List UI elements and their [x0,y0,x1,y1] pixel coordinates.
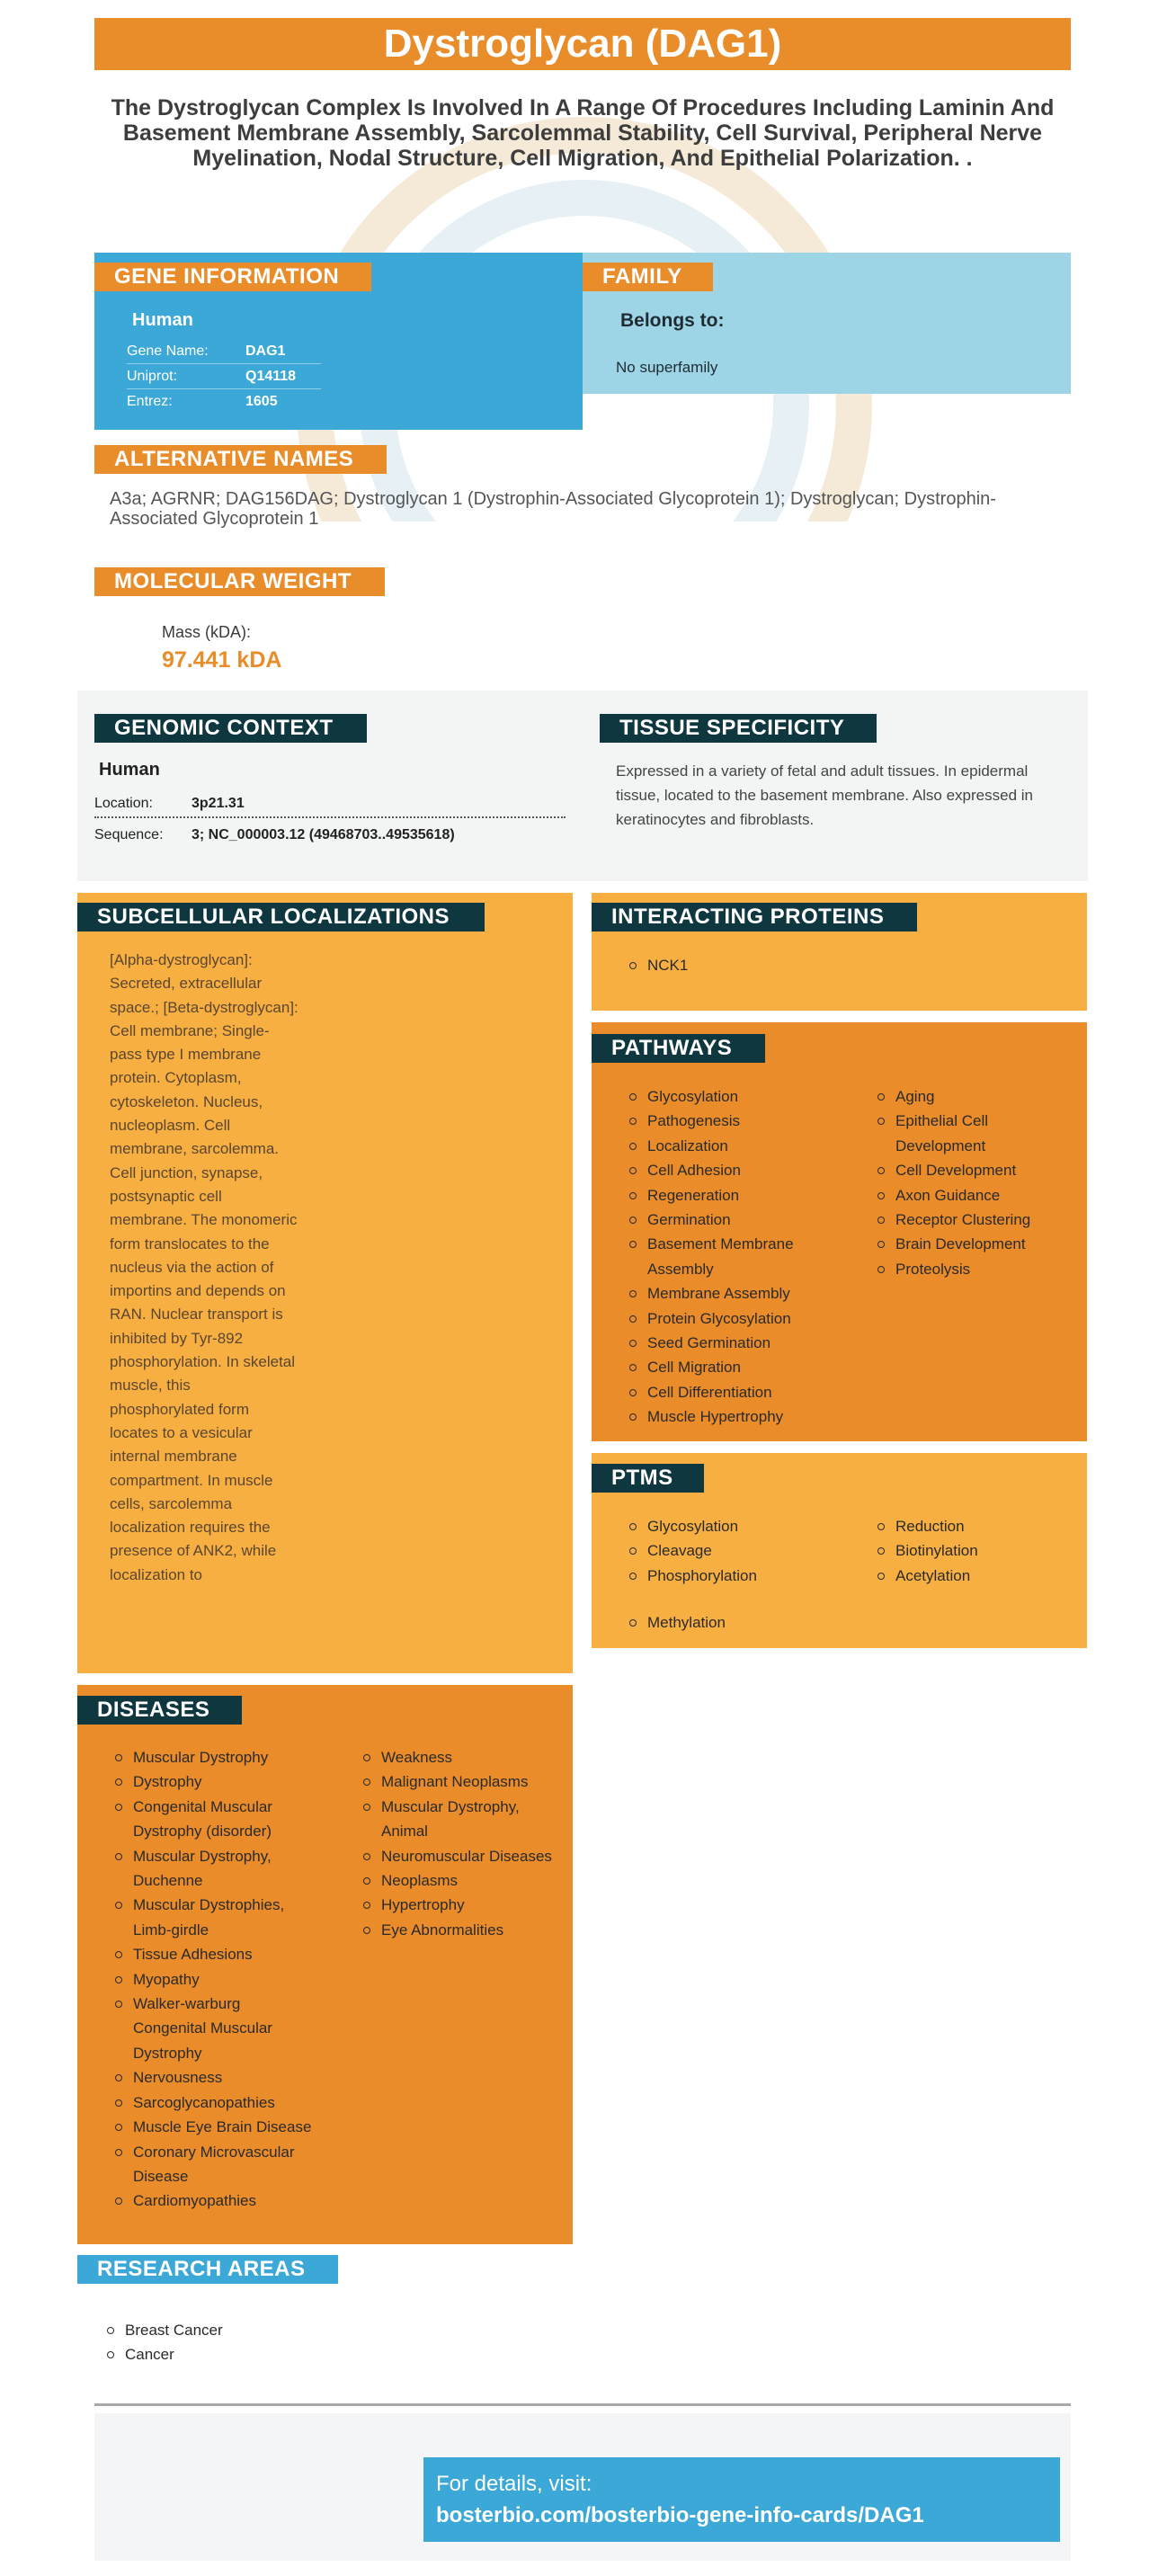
alternative-names-heading: ALTERNATIVE NAMES [94,445,387,474]
list-item: Protein Glycosylation [647,1306,827,1331]
list-item: Myopathy [133,1967,313,1992]
interacting-proteins-list [647,953,688,977]
list-item: Germination [647,1208,827,1232]
list-item: Congenital Muscular Dystrophy (disorder) [133,1795,313,1844]
list-item: Breast Cancer [125,2318,395,2342]
list-item: Hypertrophy [381,1893,552,1917]
family-heading: FAMILY [583,263,713,291]
list-item: Aging [895,1084,1053,1109]
list-item: Muscular Dystrophy, Duchenne [133,1844,313,1894]
list-item: Cell Differentiation [647,1380,827,1404]
location-row [94,791,566,818]
details-link[interactable]: bosterbio.com/bosterbio-gene-info-cards/DAG1 [436,2503,924,2527]
list-item: Muscle Eye Brain Disease [133,2115,313,2139]
list-item: Cell Migration [647,1355,827,1379]
mass-value: 97.441 kDA [162,647,282,673]
list-item: Cardiomyopathies [133,2188,313,2213]
genomic-species: Human [99,760,160,780]
gene-info-table [127,339,321,414]
list-item: Glycosylation [647,1084,827,1109]
details-label: For details, visit: [436,2472,592,2496]
pathways-list-col1 [647,1084,827,1430]
diseases-list-col1 [133,1745,313,2214]
list-item: Receptor Clustering [895,1208,1053,1232]
subcellular-heading: SUBCELLULAR LOCALIZATIONS [77,903,485,931]
list-item: Acetylation [895,1564,1053,1588]
list-item: NCK1 [647,953,688,977]
list-item: Walker-warburg Congenital Muscular Dystrophy [133,1992,313,2065]
tissue-specificity-text: Expressed in a variety of fetal and adult tissues. In epidermal tissue, located to the basement membrane. Also expressed in keratinocytes and fibroblasts. [616,762,1033,828]
gene-species: Human [132,310,193,330]
family-belongs-label: Belongs to: [620,310,725,331]
location-label: Location: [94,796,153,811]
list-item: Localization [647,1134,827,1158]
details-callout [423,2457,1060,2542]
genomic-context-heading: GENOMIC CONTEXT [94,714,367,743]
list-item: Biotinylation [895,1538,1053,1563]
list-item: Phosphorylation [647,1564,827,1588]
uniprot-row [127,364,321,389]
list-item: Cleavage [647,1538,827,1563]
list-item: Pathogenesis [647,1109,827,1133]
pathways-list-col2 [895,1084,1053,1281]
entrez-value: 1605 [245,394,278,409]
list-item: Basement Membrane Assembly [647,1232,827,1281]
gene-name-label: Gene Name: [127,343,209,359]
sequence-value: 3; NC_000003.12 (49468703..49535618) [192,827,455,842]
mass-label: Mass (kDA): [162,623,251,641]
family-value: No superfamily [616,359,718,376]
entrez-label: Entrez: [127,394,173,409]
list-item: Coronary Microvascular Disease [133,2140,313,2189]
list-item: Glycosylation [647,1514,827,1538]
list-item: Muscular Dystrophy, Animal [381,1795,552,1844]
list-item: Epithelial Cell Development [895,1109,1053,1158]
list-item: Tissue Adhesions [133,1942,313,1966]
diseases-list-col2 [381,1745,552,1942]
ptms-list-extra [647,1610,827,1635]
diseases-heading: DISEASES [77,1696,242,1725]
list-item: Reduction [895,1514,1053,1538]
gene-information-heading: GENE INFORMATION [94,263,371,291]
page-title: Dystroglycan (DAG1) [94,18,1071,70]
list-item: Muscular Dystrophies, Limb-girdle [133,1893,313,1942]
list-item: Dystrophy [133,1769,313,1794]
subcellular-text: [Alpha-dystroglycan]: Secreted, extracellular space.; [Beta-dystroglycan]: Cell membrane; Single-pass type I membrane protein. Cytoplasm, cytoskeleton. Nucleus, nucleoplasm. Cell membrane, sarcolemma. Cell junction, synapse, postsynaptic cell membrane. The monomeric form translocates to the nucleus via the action of importins and depends on RAN. Nuclear transport is inhibited by Tyr-892 phosphorylation. In skeletal muscle, this phosphorylated form locates to a vesicular internal membrane compartment. In muscle cells, sarcolemma localization requires the presence of ANK2, while localization to [110,951,298,1583]
list-item: Brain Development [895,1232,1053,1256]
ptms-list-col1 [647,1514,827,1588]
alternative-names-text: A3a; AGRNR; DAG156DAG; Dystroglycan 1 (Dystrophin-Associated Glycoprotein 1); Dystroglycan; Dystrophin-Associated Glycoprotein 1 [110,489,996,529]
list-item: Weakness [381,1745,552,1769]
tissue-specificity-heading: TISSUE SPECIFICITY [600,714,877,743]
research-areas-heading: RESEARCH AREAS [77,2255,338,2284]
list-item: Cell Development [895,1158,1053,1182]
research-areas-list [125,2318,395,2367]
interacting-proteins-heading: INTERACTING PROTEINS [592,903,917,931]
list-item: Nervousness [133,2065,313,2090]
list-item: Seed Germination [647,1331,827,1355]
list-item: Neoplasms [381,1868,552,1893]
list-item: Neuromuscular Diseases [381,1844,552,1868]
list-item: Sarcoglycanopathies [133,2090,313,2115]
sequence-row [94,822,566,849]
uniprot-value: Q14118 [245,368,297,384]
list-item: Regeneration [647,1183,827,1208]
gene-name-value: DAG1 [245,343,286,359]
pathways-heading: PATHWAYS [592,1034,765,1063]
list-item: Cancer [125,2342,395,2367]
uniprot-label: Uniprot: [127,368,178,384]
list-item: Methylation [647,1610,827,1635]
list-item: Axon Guidance [895,1183,1053,1208]
list-item: Eye Abnormalities [381,1918,552,1942]
list-item: Muscular Dystrophy [133,1745,313,1769]
divider [94,2403,1071,2406]
ptms-list-col2 [895,1514,1053,1588]
list-item: Proteolysis [895,1257,1053,1281]
list-item: Malignant Neoplasms [381,1769,552,1794]
molecular-weight-heading: MOLECULAR WEIGHT [94,567,385,596]
location-value: 3p21.31 [192,796,245,811]
list-item: Cell Adhesion [647,1158,827,1182]
list-item: Muscle Hypertrophy [647,1404,827,1429]
entrez-row [127,389,321,414]
list-item: Membrane Assembly [647,1281,827,1306]
sequence-label: Sequence: [94,827,164,842]
ptms-heading: PTMS [592,1464,704,1493]
gene-name-row [127,339,321,364]
gene-summary: The Dystroglycan Complex Is Involved In A Range Of Procedures Including Laminin And Basement Membrane Assembly, Sarcolemmal Stability, Cell Survival, Peripheral Nerve Myelination, Nodal Structure, Cell Migration, And Epithelial Polarization. . [111,95,1055,171]
